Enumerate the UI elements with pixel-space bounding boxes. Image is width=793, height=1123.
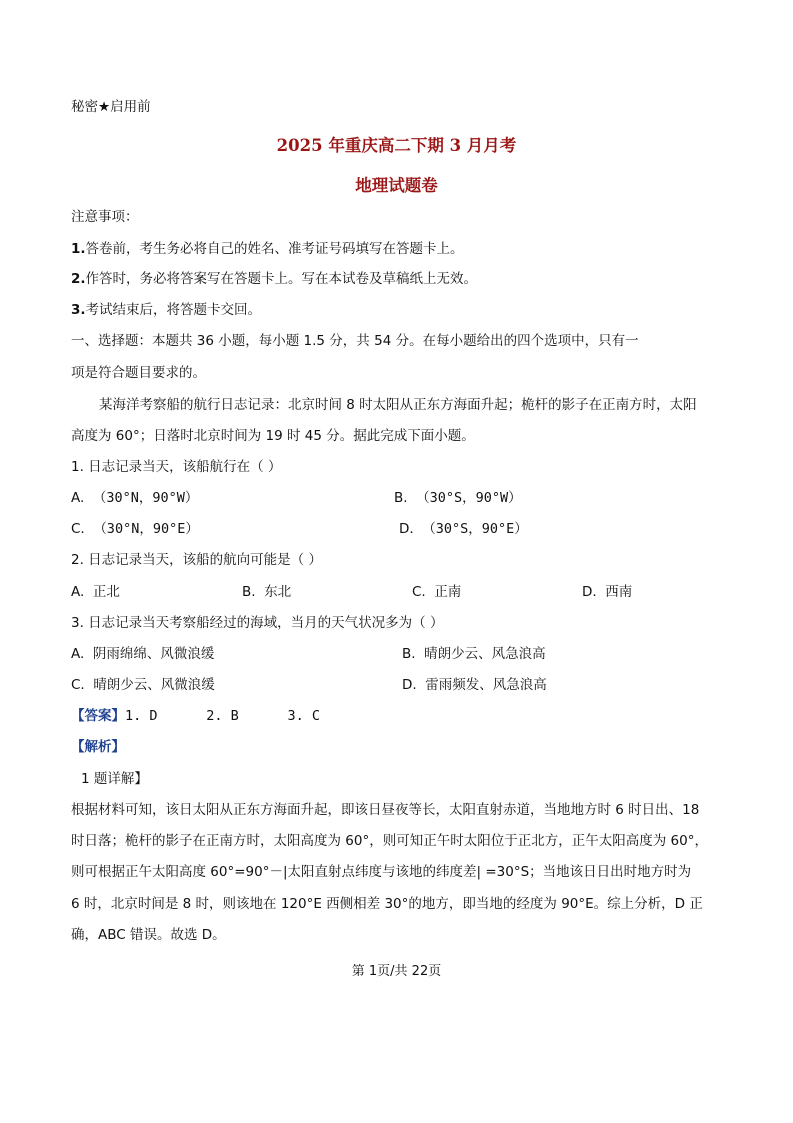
question-stem-2: 2. 日志记录当天，该船的航向可能是（ ）	[71, 552, 322, 568]
notice-item-num: 3.	[71, 302, 86, 318]
material-text: 某海洋考察船的航行日志记录：北京时间 8 时太阳从正东方海面升起；桅杆的影子在正南方时，太阳	[99, 397, 697, 413]
option-2b	[242, 583, 291, 601]
confidential-label: 秘密★启用前	[71, 99, 151, 115]
notice-heading: 注意事项：	[71, 209, 139, 225]
analysis-line: 则可根据正午太阳高度 60°=90°－|太阳直射点纬度与该地的纬度差| =30°S；当地该日日出时地方时为	[71, 864, 692, 880]
option-3a	[71, 645, 214, 663]
page-subtitle: 地理试题卷	[355, 176, 438, 195]
analysis-detail-title: 1 题详解】	[81, 771, 148, 787]
option-letter: B.	[242, 584, 256, 600]
option-2a	[71, 583, 120, 601]
page-footer: 第 1页/共 22页	[351, 964, 442, 979]
option-text: 西南	[605, 584, 633, 600]
option-letter: C.	[71, 521, 85, 537]
notice-item-num: 2.	[71, 271, 86, 287]
option-letter: D.	[402, 677, 417, 693]
option-letter: C.	[71, 677, 85, 693]
option-text: 雷雨频发、风急浪高	[425, 677, 547, 693]
option-3d	[402, 676, 547, 694]
notice-item	[71, 301, 261, 319]
option-text: 正南	[434, 584, 462, 600]
option-letter: C.	[412, 584, 426, 600]
analysis-line: 确，ABC 错误。故选 D。	[71, 927, 226, 943]
question-stem-3: 3. 日志记录当天考察船经过的海域，当月的天气状况多为（ ）	[71, 615, 444, 631]
analysis-line: 6 时，北京时间是 8 时，则该地在 120°E 西侧相差 30°的地方，即当地的经度为 90°E。综上分析，D 正	[71, 896, 703, 912]
notice-item-text: 作答时，务必将答案写在答题卡上。写在本试卷及草稿纸上无效。	[85, 271, 478, 287]
option-text: 晴朗少云、风微浪缓	[93, 677, 215, 693]
notice-item-text: 答卷前，考生务必将自己的姓名、准考证号码填写在答题卡上。	[85, 241, 464, 257]
option-letter: A.	[71, 584, 85, 600]
analysis-line: 根据材料可知，该日太阳从正东方海面升起，即该日昼夜等长，太阳直射赤道，当地地方时 6 时日出、18	[71, 802, 700, 818]
option-letter: D.	[582, 584, 597, 600]
option-text: 晴朗少云、风急浪高	[424, 646, 546, 662]
option-letter: B.	[394, 490, 408, 506]
question-stem-1: 1. 日志记录当天，该船航行在（ ）	[71, 459, 282, 475]
option-text: （30°S，90°E）	[422, 521, 528, 537]
option-letter: A.	[71, 490, 85, 506]
notice-item	[71, 270, 477, 288]
option-1d	[399, 520, 528, 538]
option-text: （30°N，90°E）	[93, 521, 199, 537]
answer-text: 1. D 2. B 3. C	[125, 708, 321, 724]
answer-label: 【答案】	[71, 708, 125, 724]
notice-item-text: 考试结束后，将答题卡交回。	[85, 302, 262, 318]
option-letter: A.	[71, 646, 85, 662]
option-2c	[412, 583, 461, 601]
option-3c	[71, 676, 215, 694]
analysis-label: 【解析】	[71, 739, 125, 755]
page-title: 2025 年重庆高二下期 3 月月考	[276, 136, 517, 155]
section-instruction: 一、选择题：本题共 36 小题，每小题 1.5 分，共 54 分。在每小题给出的四个选项中，只有一	[71, 333, 639, 349]
option-letter: B.	[402, 646, 416, 662]
option-3b	[402, 645, 546, 663]
notice-item-num: 1.	[71, 241, 86, 257]
material-text-cont: 高度为 60°；日落时北京时间为 19 时 45 分。据此完成下面小题。	[71, 428, 475, 444]
option-text: （30°N，90°W）	[92, 490, 199, 506]
section-instruction-cont: 项是符合题目要求的。	[71, 365, 206, 381]
analysis-line: 时日落；桅杆的影子在正南方时，太阳高度为 60°，则可知正午时太阳位于正北方，正午太阳高度为 60°，	[71, 833, 708, 849]
option-text: 东北	[264, 584, 292, 600]
notice-item	[71, 240, 464, 258]
option-1c	[71, 520, 199, 538]
option-text: 阴雨绵绵、风微浪缓	[92, 646, 215, 662]
option-2d	[582, 583, 632, 601]
option-letter: D.	[399, 521, 414, 537]
answer-line	[71, 707, 320, 725]
option-1a	[71, 489, 198, 507]
option-text: （30°S，90°W）	[416, 490, 522, 506]
option-text: 正北	[92, 584, 120, 600]
option-1b	[394, 489, 522, 507]
